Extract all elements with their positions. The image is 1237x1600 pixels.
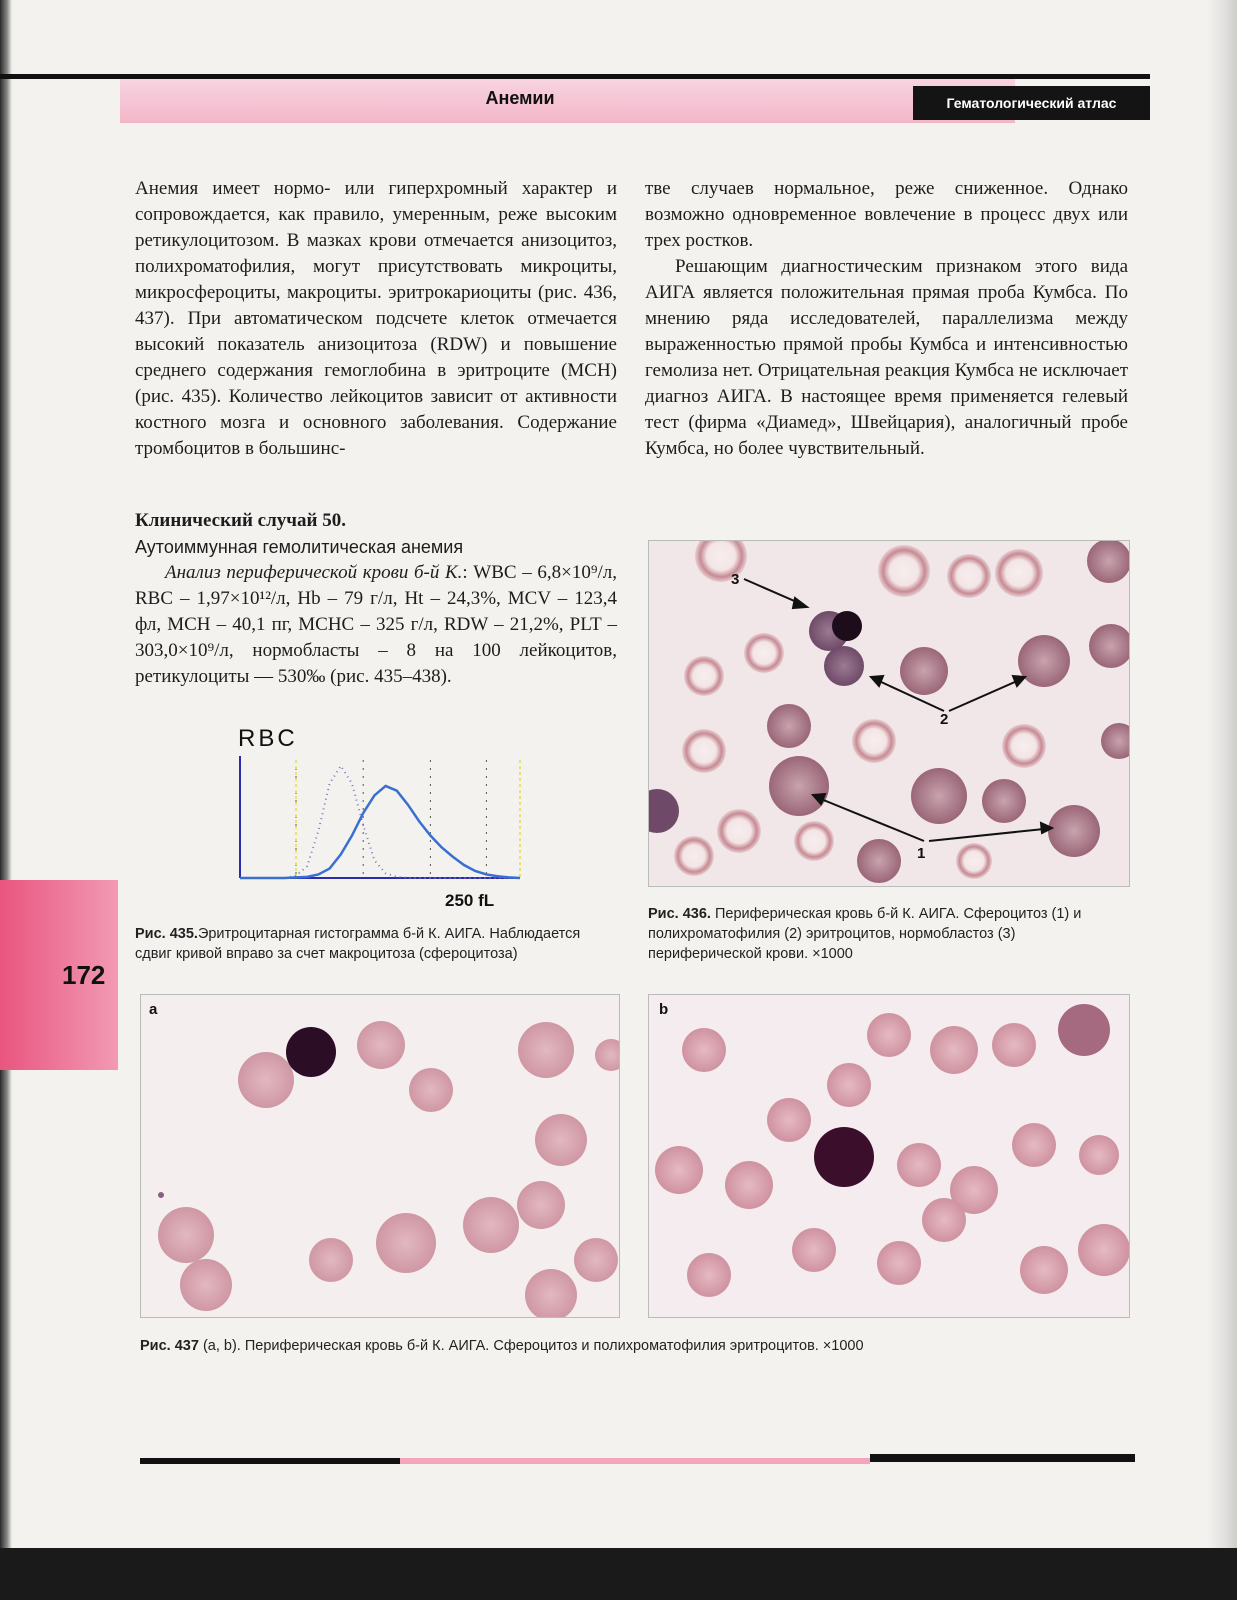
footer-rule-right [870, 1454, 1135, 1462]
fig435-text: Эритроцитарная гистограмма б-й К. АИГА. Наблюдается сдвиг кривой вправо за счет макроцитоза (сфероцитоза) [135, 926, 581, 962]
label-3: 3 [731, 571, 740, 588]
fig436-label: Рис. 436. [648, 906, 711, 922]
fig437b-image [649, 995, 1129, 1317]
label-2: 2 [940, 711, 949, 728]
section-title: Анемии [485, 88, 555, 108]
right-paragraph-2: Решающим диагностическим признаком этого вида АИГА является положительная прямая проба Кумбса. По мнению ряда исследователей, параллелизма между выраженностью прямой пробы Кумбса и интенсивностью гемолиза нет. Отрицательная реакция Кумбса не исключает диагноз АИГА. В настоящее время применяется гелевый тест (фирма «Диамед», Швейцария), аналогичный пробе Кумбса, но более чувствительный. [645, 256, 1128, 459]
footer-rule-center [400, 1458, 870, 1464]
fig437a-label: a [149, 1001, 158, 1018]
fig436-text: Периферическая кровь б-й К. АИГА. Сфероцитоз (1) и полихроматофилия (2) эритроцитов, нормобластоз (3) периферической крови. ×1000 [648, 906, 1082, 962]
chart-title: RBC [238, 725, 298, 752]
fig436-caption [648, 904, 1130, 964]
scan-edge-right [1207, 0, 1237, 1600]
left-column [135, 176, 617, 462]
analysis-paragraph [135, 560, 617, 690]
fig437b-label: b [659, 1001, 669, 1018]
fig437-label: Рис. 437 [140, 1338, 199, 1354]
fig437a-micrograph [140, 994, 620, 1318]
page-number: 172 [62, 960, 106, 990]
cells [655, 1004, 1129, 1297]
label-1: 1 [917, 845, 926, 862]
scan-edge-left [0, 0, 12, 1600]
series-reference [240, 766, 520, 878]
analysis-values: : WBC – 6,8×10⁹/л, RBC – 1,97×10¹²/л, Hb – 79 г/л, Ht – 24,3%, MCV – 123,4 фл, MCH – 40,1 пг, MCHC – 325 г/л, RDW – 21,2%, PLT – 303,0×10⁹/л, нормобласты – 8 на 100 лейкоцитов, ретикулоциты — 530‰ (рис. 435–438). [135, 562, 617, 687]
right-column [645, 176, 1128, 462]
fig437a-image [141, 995, 619, 1317]
case-subtitle: Аутоиммунная гемолитическая анемия [135, 537, 464, 557]
right-paragraph-1: тве случаев нормальное, реже сниженное. Однако возможно одновременное вовлечение в процесс двух или трех ростков. [645, 178, 1128, 251]
x-axis-label: 250 fL [445, 891, 495, 910]
header-rule-left [0, 74, 120, 79]
histogram-svg [230, 720, 530, 910]
fig437b-micrograph [648, 994, 1130, 1318]
fig436-image [649, 541, 1129, 886]
footer-rule-left [140, 1458, 400, 1464]
atlas-title-badge: Гематологический атлас [913, 86, 1150, 120]
scan-edge-bottom [0, 1548, 1237, 1600]
cells [649, 541, 1129, 883]
rbc-histogram [230, 720, 530, 910]
case-title: Клинический случай 50. [135, 510, 346, 531]
left-paragraph-1: Анемия имеет нормо- или гиперхромный характер и сопровождается, как правило, умеренным, реже высоким ретикулоцитозом. В мазках крови отмечается анизоцитоз, полихроматофилия, могут присутствовать микроциты, микросфероциты, макроциты. эритрокариоциты (рис. 436, 437). При автоматическом подсчете клеток отмечается высокий показатель анизоцитоза (RDW) и повышение среднего содержания гемоглобина в эритроците (МСН) (рис. 435). Количество лейкоцитов зависит от активности костного мозга и основного заболевания. Содержание тромбоцитов в большинс- [135, 178, 617, 459]
fig437-text: (a, b). Периферическая кровь б-й К. АИГА. Сфероцитоз и полихроматофилия эритроцитов. ×1000 [202, 1338, 864, 1354]
series-sample [240, 786, 520, 878]
clinical-case [135, 508, 617, 690]
fig435-caption [135, 924, 620, 964]
fig436-micrograph [648, 540, 1130, 887]
cells [158, 1021, 619, 1317]
fig435-label: Рис. 435. [135, 926, 198, 942]
fig437-caption [140, 1336, 1130, 1356]
analysis-label: Анализ периферической крови б-й К. [165, 562, 463, 583]
